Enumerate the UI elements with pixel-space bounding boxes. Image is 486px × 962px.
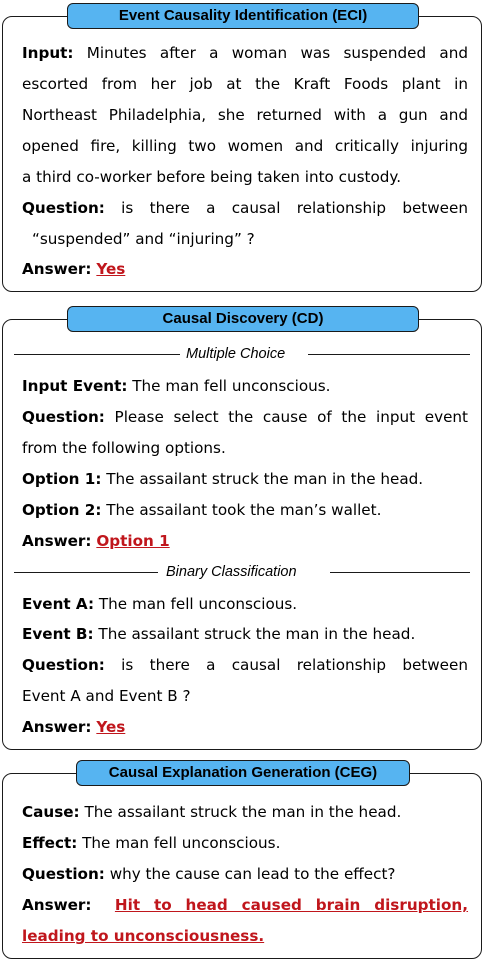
cd-bc-answer-line (22, 712, 468, 743)
ceg-cause-text: The assailant struck the man in the head. (84, 803, 402, 821)
eci-input-line-2: escorted from her job at the Kraft Foods plant in (22, 75, 468, 93)
cd-option-1-line (22, 464, 468, 495)
cd-mc-question-line-1 (22, 402, 468, 433)
ceg-effect-text: The man fell unconscious. (82, 834, 281, 852)
eci-question-line-1 (22, 193, 468, 224)
eci-question-label: Question: (22, 199, 105, 217)
ceg-answer-label: Answer: (22, 896, 92, 914)
divider-line-left (14, 354, 180, 355)
eci-answer-line (22, 254, 468, 285)
ceg-question-label: Question: (22, 865, 105, 883)
cd-multiple-choice-divider (14, 344, 470, 364)
cd-mc-question-line-2: from the following options. (22, 439, 226, 457)
cd-bc-answer-value: Yes (96, 718, 126, 736)
eci-title: Event Causality Identification (ECI) (67, 3, 419, 29)
eci-input-text-1: Minutes after a woman was suspended and (86, 44, 469, 62)
cd-input-event-line (22, 371, 468, 402)
multiple-choice-heading: Multiple Choice (186, 346, 286, 362)
binary-classification-heading: Binary Classification (166, 564, 297, 580)
ceg-effect-label: Effect: (22, 834, 78, 852)
ceg-cause-label: Cause: (22, 803, 80, 821)
cd-option-1-label: Option 1: (22, 470, 102, 488)
cd-event-a-label: Event A: (22, 595, 95, 613)
ceg-effect-line (22, 828, 468, 859)
eci-question-text-1: is there a causal relationship between (121, 199, 468, 217)
eci-input-line-1 (22, 38, 468, 69)
ceg-answer-value-1: Hit to head caused brain disruption, (114, 896, 469, 914)
cd-title: Causal Discovery (CD) (67, 306, 419, 332)
divider-line-right (330, 572, 470, 573)
cd-binary-classification-divider (14, 562, 470, 582)
cd-event-a-line (22, 589, 468, 620)
cd-bc-question-line-2: Event A and Event B ? (22, 687, 191, 705)
cd-mc-question-text-1: Please select the cause of the input event (114, 408, 468, 426)
ceg-answer-value-2: leading to unconsciousness. (22, 927, 265, 945)
ceg-question-line (22, 859, 468, 890)
eci-answer-label: Answer: (22, 260, 92, 278)
eci-answer-value: Yes (96, 260, 126, 278)
eci-input-line-4: opened fire, killing two women and critically injuring (22, 137, 468, 155)
cd-bc-question-label: Question: (22, 656, 105, 674)
cd-option-2-label: Option 2: (22, 501, 102, 519)
cd-option-2-text: The assailant took the man’s wallet. (106, 501, 382, 519)
cd-option-2-line (22, 495, 468, 526)
cd-event-b-line (22, 619, 468, 650)
eci-question-line-2: “suspended” and “injuring” ? (32, 230, 255, 248)
cd-event-a-text: The man fell unconscious. (98, 595, 298, 613)
ceg-title: Causal Explanation Generation (CEG) (76, 760, 410, 786)
cd-event-b-label: Event B: (22, 625, 94, 643)
cd-mc-answer-line (22, 526, 468, 557)
cd-input-event-label: Input Event: (22, 377, 128, 395)
cd-bc-answer-label: Answer: (22, 718, 92, 736)
divider-line-right (308, 354, 470, 355)
ceg-question-text: why the cause can lead to the effect? (109, 865, 396, 883)
cd-input-event-text: The man fell unconscious. (132, 377, 331, 395)
eci-input-label: Input: (22, 44, 74, 62)
ceg-answer-line-2 (22, 921, 468, 952)
cd-mc-question-label: Question: (22, 408, 105, 426)
eci-input-line-5: a third co-worker before being taken into custody. (22, 168, 402, 186)
eci-input-line-3: Northeast Philadelphia, she returned with a gun and (22, 106, 468, 124)
cd-bc-question-text-1: is there a causal relationship between (121, 656, 468, 674)
ceg-cause-line (22, 797, 468, 828)
cd-mc-answer-value: Option 1 (96, 532, 170, 550)
cd-bc-question-line-1 (22, 650, 468, 681)
cd-option-1-text: The assailant struck the man in the head. (106, 470, 424, 488)
ceg-answer-line-1 (22, 890, 468, 921)
cd-mc-answer-label: Answer: (22, 532, 92, 550)
cd-event-b-text: The assailant struck the man in the head. (98, 625, 416, 643)
divider-line-left (14, 572, 158, 573)
